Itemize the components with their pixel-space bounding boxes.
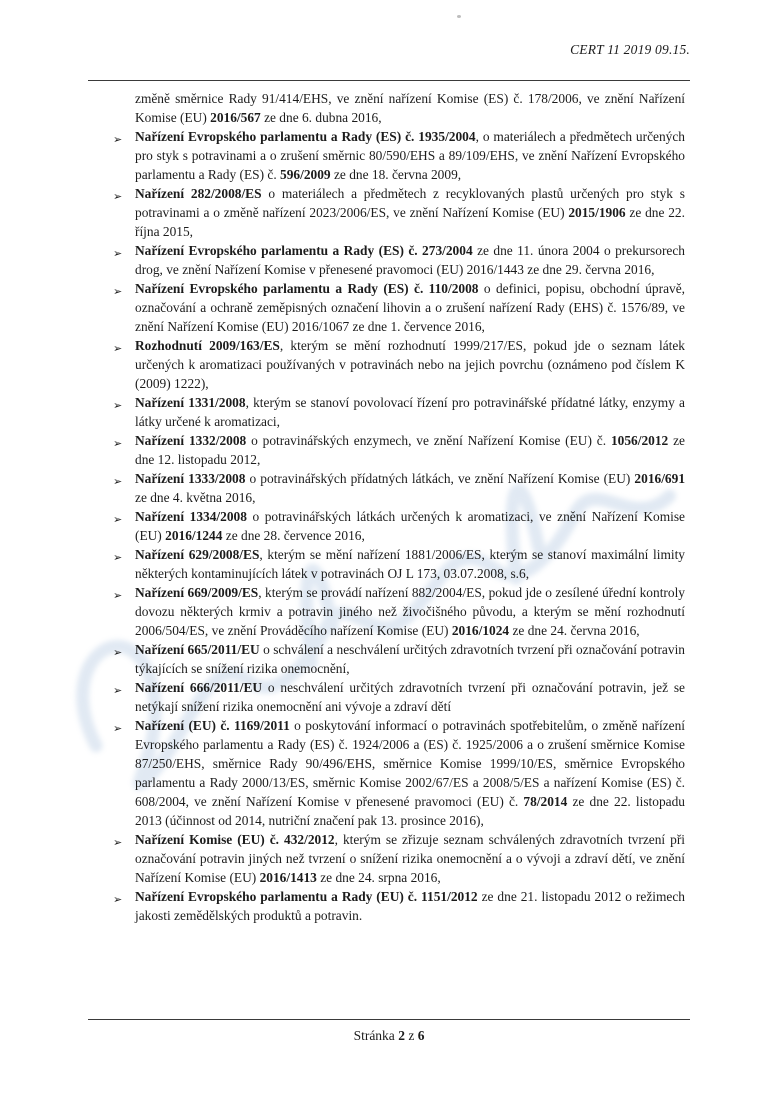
list-item xyxy=(113,127,685,184)
list-item-text: Rozhodnutí 2009/163/ES, kterým se mění rozhodnutí 1999/217/ES, pokud jde o seznam látek určených k aromatizaci používaných v potravinách nebo na jejich povrchu (oznámeno pod číslem K (2009) 1222), xyxy=(135,338,685,391)
list-item xyxy=(113,545,685,583)
list-item xyxy=(113,830,685,887)
list-item xyxy=(113,678,685,716)
bullet-arrow-icon: ➢ xyxy=(113,189,123,203)
list-item-text: Nařízení 666/2011/EU o neschválení určitých zdravotních tvrzení při označování potravin, jež se netýkají snížení rizika onemocnění ani vývoje a zdraví dětí xyxy=(135,680,685,714)
list-item-text: Nařízení 669/2009/ES, kterým se provádí nařízení 882/2004/ES, pokud jde o zesílené úřední kontroly dovozu některých krmiv a potravin jiného než živočišného původu, a kterým se mění rozhodnutí 2006/504/ES, ve znění Prováděcího nařízení Komise (EU) 2016/1024 ze dne 24. června 2016, xyxy=(135,585,685,638)
list-item-text: Nařízení Evropského parlamentu a Rady (ES) č. 1935/2004, o materiálech a předmětech určených pro styk s potravinami a o zrušení směrnic 80/590/EHS a 89/109/EHS, ve znění Nařízení Evropského parlamentu a Rady (ES) č. 596/2009 ze dne 18. června 2009, xyxy=(135,129,685,182)
list-item-text: Nařízení 665/2011/EU o schválení a neschválení určitých zdravotních tvrzení při označování potravin týkajících se snížení rizika onemocnění, xyxy=(135,642,685,676)
list-item xyxy=(113,184,685,241)
list-item xyxy=(113,431,685,469)
list-item-text: Nařízení Evropského parlamentu a Rady (ES) č. 110/2008 o definici, popisu, obchodní úpravě, označování a ochraně zeměpisných označení lihovin a o zrušení nařízení Rady (EHS) č. 1576/89, ve znění Nařízení Komise (EU) 2016/1067 ze dne 1. července 2016, xyxy=(135,281,686,334)
list-item-text: Nařízení Evropského parlamentu a Rady (ES) č. 273/2004 ze dne 11. února 2004 o prekursorech drog, ve znění Nařízení Komise v přenesené pravomoci (EU) 2016/1443 ze dne 29. června 2016, xyxy=(135,243,685,277)
document-body xyxy=(113,89,685,925)
list-item xyxy=(113,241,685,279)
list-item xyxy=(113,469,685,507)
bullet-arrow-icon: ➢ xyxy=(113,284,123,298)
bullet-arrow-icon: ➢ xyxy=(113,645,123,659)
scan-artifact-dot xyxy=(457,15,461,18)
list-item xyxy=(113,640,685,678)
header-rule xyxy=(88,80,690,81)
bullet-arrow-icon: ➢ xyxy=(113,588,123,602)
list-item-text: Nařízení 1334/2008 o potravinářských látkách určených k aromatizaci, ve znění Nařízení Komise (EU) 2016/1244 ze dne 28. července 2016, xyxy=(135,509,685,543)
list-item xyxy=(113,583,685,640)
bullet-arrow-icon: ➢ xyxy=(113,721,123,735)
list-item-text: Nařízení 1331/2008, kterým se stanoví povolovací řízení pro potravinářské přídatné látky, enzymy a látky určené k aromatizaci, xyxy=(135,395,685,429)
list-item xyxy=(113,279,685,336)
list-item-text: Nařízení (EU) č. 1169/2011 o poskytování informací o potravinách spotřebitelům, o změně nařízení Evropského parlamentu a Rady (ES) č. 1924/2006 a (ES) č. 1925/2006 a o zrušení směrnice Komise 87/250/EHS, směrnice Rady 90/496/EHS, směrnice Komise 1999/10/ES, směrnice Evropského parlamentu a Rady 2000/13/ES, směrnic Komise 2002/67/ES a 2008/5/ES a nařízení Komise (ES) č. 608/2004, ve znění Nařízení Komise v přenesené pravomoci (EU) č. 78/2014 ze dne 22. listopadu 2013 (účinnost od 2014, nutriční značení pak 13. prosince 2016), xyxy=(135,718,685,828)
bullet-arrow-icon: ➢ xyxy=(113,835,123,849)
page-footer: Stránka 2 z 6 xyxy=(353,1028,425,1043)
list-item xyxy=(113,336,685,393)
list-item-text: Nařízení 1333/2008 o potravinářských přídatných látkách, ve znění Nařízení Komise (EU) 2016/691 ze dne 4. května 2016, xyxy=(135,471,686,505)
list-item xyxy=(113,887,685,925)
bullet-arrow-icon: ➢ xyxy=(113,683,123,697)
bullet-arrow-icon: ➢ xyxy=(113,132,123,146)
bullet-arrow-icon: ➢ xyxy=(113,892,123,906)
intro-paragraph: změně směrnice Rady 91/414/EHS, ve znění nařízení Komise (ES) č. 178/2006, ve znění Nařízení Komise (EU) 2016/567 ze dne 6. dubna 2016, xyxy=(135,91,685,125)
regulation-list xyxy=(113,127,685,925)
footer-rule xyxy=(88,1019,690,1020)
list-item-text: Nařízení Komise (EU) č. 432/2012, kterým se zřizuje seznam schválených zdravotních tvrzení při označování potravin jiných než tvrzení o snížení rizika onemocnění a o vývoji a zdraví dětí, ve znění Nařízení Komise (EU) 2016/1413 ze dne 24. srpna 2016, xyxy=(135,832,686,885)
bullet-arrow-icon: ➢ xyxy=(113,246,123,260)
bullet-arrow-icon: ➢ xyxy=(113,341,123,355)
header-cert-note: CERT 11 2019 09.15. xyxy=(570,42,690,57)
bullet-arrow-icon: ➢ xyxy=(113,436,123,450)
bullet-arrow-icon: ➢ xyxy=(113,398,123,412)
list-item-text: Nařízení 282/2008/ES o materiálech a předmětech z recyklovaných plastů určených pro styk s potravinami a o změně nařízení 2023/2006/ES, ve znění Nařízení Komise (EU) 2015/1906 ze dne 22. října 2015, xyxy=(135,186,685,239)
list-item xyxy=(113,716,685,830)
list-item-text: Nařízení Evropského parlamentu a Rady (EU) č. 1151/2012 ze dne 21. listopadu 2012 o režimech jakosti zemědělských produktů a potravin. xyxy=(135,889,685,923)
list-item-text: Nařízení 629/2008/ES, kterým se mění nařízení 1881/2006/ES, kterým se stanoví maximální limity některých kontaminujících látek v potravinách OJ L 173, 03.07.2008, s.6, xyxy=(135,547,685,581)
list-item xyxy=(113,507,685,545)
list-item-text: Nařízení 1332/2008 o potravinářských enzymech, ve znění Nařízení Komise (EU) č. 1056/2012 ze dne 12. listopadu 2012, xyxy=(135,433,685,467)
bullet-arrow-icon: ➢ xyxy=(113,512,123,526)
bullet-arrow-icon: ➢ xyxy=(113,550,123,564)
bullet-arrow-icon: ➢ xyxy=(113,474,123,488)
list-item xyxy=(113,393,685,431)
